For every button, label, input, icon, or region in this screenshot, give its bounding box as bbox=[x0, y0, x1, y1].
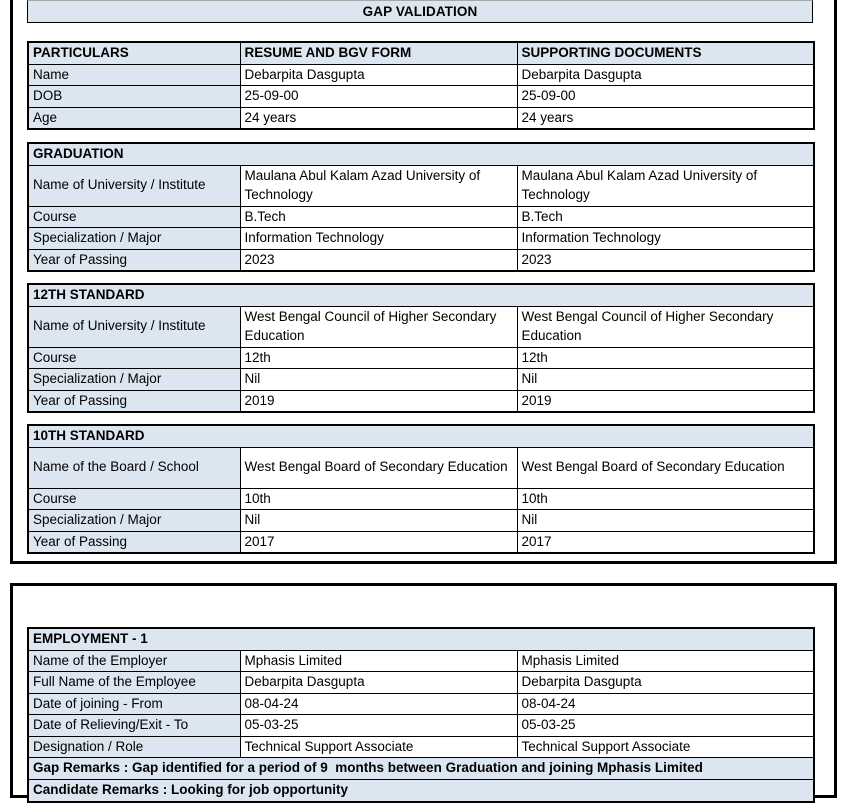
row-label: DOB bbox=[28, 86, 240, 108]
supporting-value: Technical Support Associate bbox=[517, 736, 814, 758]
row-label: Course bbox=[28, 488, 240, 510]
resume-value: 08-04-24 bbox=[240, 693, 517, 715]
candidate-remarks-text: Candidate Remarks : Looking for job opportunity bbox=[28, 779, 814, 801]
table-row bbox=[28, 650, 814, 672]
row-label: Course bbox=[28, 206, 240, 228]
resume-value: 2023 bbox=[240, 249, 517, 271]
resume-value: Nil bbox=[240, 369, 517, 391]
row-label: Name of University / Institute bbox=[28, 306, 240, 347]
resume-value: 12th bbox=[240, 347, 517, 369]
resume-value: Mphasis Limited bbox=[240, 650, 517, 672]
resume-value: West Bengal Council of Higher Secondary Education bbox=[240, 306, 517, 347]
table-row bbox=[28, 107, 814, 129]
row-label: Designation / Role bbox=[28, 736, 240, 758]
row-label: Year of Passing bbox=[28, 249, 240, 271]
table-row bbox=[28, 165, 814, 206]
supporting-value: 08-04-24 bbox=[517, 693, 814, 715]
table-row bbox=[28, 64, 814, 86]
resume-value: Debarpita Dasgupta bbox=[240, 672, 517, 694]
row-label: Year of Passing bbox=[28, 531, 240, 553]
table-row bbox=[28, 228, 814, 250]
row-label: Name of the Employer bbox=[28, 650, 240, 672]
row-label: Specialization / Major bbox=[28, 228, 240, 250]
page-title: GAP VALIDATION bbox=[27, 0, 813, 23]
resume-value: Nil bbox=[240, 510, 517, 532]
supporting-value: 24 years bbox=[517, 107, 814, 129]
table-row bbox=[28, 390, 814, 412]
row-label: Specialization / Major bbox=[28, 510, 240, 532]
section-header-row bbox=[28, 143, 814, 165]
column-header-particulars: PARTICULARS bbox=[28, 42, 240, 64]
supporting-value: West Bengal Council of Higher Secondary Education bbox=[517, 306, 814, 347]
resume-value: 24 years bbox=[240, 107, 517, 129]
tenth-standard-table bbox=[27, 424, 815, 554]
section-title: 12TH STANDARD bbox=[28, 284, 814, 306]
table-row bbox=[28, 531, 814, 553]
table-row bbox=[28, 715, 814, 737]
resume-value: Information Technology bbox=[240, 228, 517, 250]
section-title: GRADUATION bbox=[28, 143, 814, 165]
row-label: Age bbox=[28, 107, 240, 129]
supporting-value: Debarpita Dasgupta bbox=[517, 64, 814, 86]
table-header-row bbox=[28, 42, 814, 64]
table-row bbox=[28, 306, 814, 347]
row-label: Name bbox=[28, 64, 240, 86]
section-header-row bbox=[28, 628, 814, 650]
supporting-value: Debarpita Dasgupta bbox=[517, 672, 814, 694]
row-label: Date of Relieving/Exit - To bbox=[28, 715, 240, 737]
resume-value: 05-03-25 bbox=[240, 715, 517, 737]
row-label: Course bbox=[28, 347, 240, 369]
resume-value: 2017 bbox=[240, 531, 517, 553]
row-label: Name of the Board / School bbox=[28, 447, 240, 488]
section-title: EMPLOYMENT - 1 bbox=[28, 628, 814, 650]
particulars-table bbox=[27, 41, 815, 130]
row-label: Full Name of the Employee bbox=[28, 672, 240, 694]
resume-value: Maulana Abul Kalam Azad University of Technology bbox=[240, 165, 517, 206]
table-row bbox=[28, 86, 814, 108]
table-row bbox=[28, 369, 814, 391]
candidate-remarks-row bbox=[28, 779, 814, 801]
table-row bbox=[28, 249, 814, 271]
resume-value: West Bengal Board of Secondary Education bbox=[240, 447, 517, 488]
supporting-value: Mphasis Limited bbox=[517, 650, 814, 672]
table-row bbox=[28, 206, 814, 228]
resume-value: B.Tech bbox=[240, 206, 517, 228]
supporting-value: 10th bbox=[517, 488, 814, 510]
resume-value: 2019 bbox=[240, 390, 517, 412]
resume-value: 10th bbox=[240, 488, 517, 510]
supporting-value: Nil bbox=[517, 369, 814, 391]
section-header-row bbox=[28, 425, 814, 447]
row-label: Specialization / Major bbox=[28, 369, 240, 391]
column-header-resume: RESUME AND BGV FORM bbox=[240, 42, 517, 64]
table-row bbox=[28, 488, 814, 510]
supporting-value: 2017 bbox=[517, 531, 814, 553]
twelfth-standard-table bbox=[27, 283, 815, 413]
supporting-value: B.Tech bbox=[517, 206, 814, 228]
resume-value: Technical Support Associate bbox=[240, 736, 517, 758]
table-row bbox=[28, 736, 814, 758]
column-header-supporting: SUPPORTING DOCUMENTS bbox=[517, 42, 814, 64]
employment-table bbox=[27, 627, 815, 803]
table-row bbox=[28, 672, 814, 694]
supporting-value: 12th bbox=[517, 347, 814, 369]
resume-value: Debarpita Dasgupta bbox=[240, 64, 517, 86]
supporting-value: Nil bbox=[517, 510, 814, 532]
resume-value: 25-09-00 bbox=[240, 86, 517, 108]
row-label: Name of University / Institute bbox=[28, 165, 240, 206]
supporting-value: 05-03-25 bbox=[517, 715, 814, 737]
section-title: 10TH STANDARD bbox=[28, 425, 814, 447]
gap-remarks-text: Gap Remarks : Gap identified for a period of 9 months between Graduation and joining Mphasis Limited bbox=[28, 758, 814, 780]
gap-remarks-row bbox=[28, 758, 814, 780]
row-label: Year of Passing bbox=[28, 390, 240, 412]
table-row bbox=[28, 347, 814, 369]
supporting-value: 25-09-00 bbox=[517, 86, 814, 108]
supporting-value: West Bengal Board of Secondary Education bbox=[517, 447, 814, 488]
section-header-row bbox=[28, 284, 814, 306]
graduation-table bbox=[27, 142, 815, 272]
table-row bbox=[28, 693, 814, 715]
table-row bbox=[28, 510, 814, 532]
supporting-value: Maulana Abul Kalam Azad University of Technology bbox=[517, 165, 814, 206]
row-label: Date of joining - From bbox=[28, 693, 240, 715]
table-row bbox=[28, 447, 814, 488]
supporting-value: Information Technology bbox=[517, 228, 814, 250]
supporting-value: 2023 bbox=[517, 249, 814, 271]
supporting-value: 2019 bbox=[517, 390, 814, 412]
